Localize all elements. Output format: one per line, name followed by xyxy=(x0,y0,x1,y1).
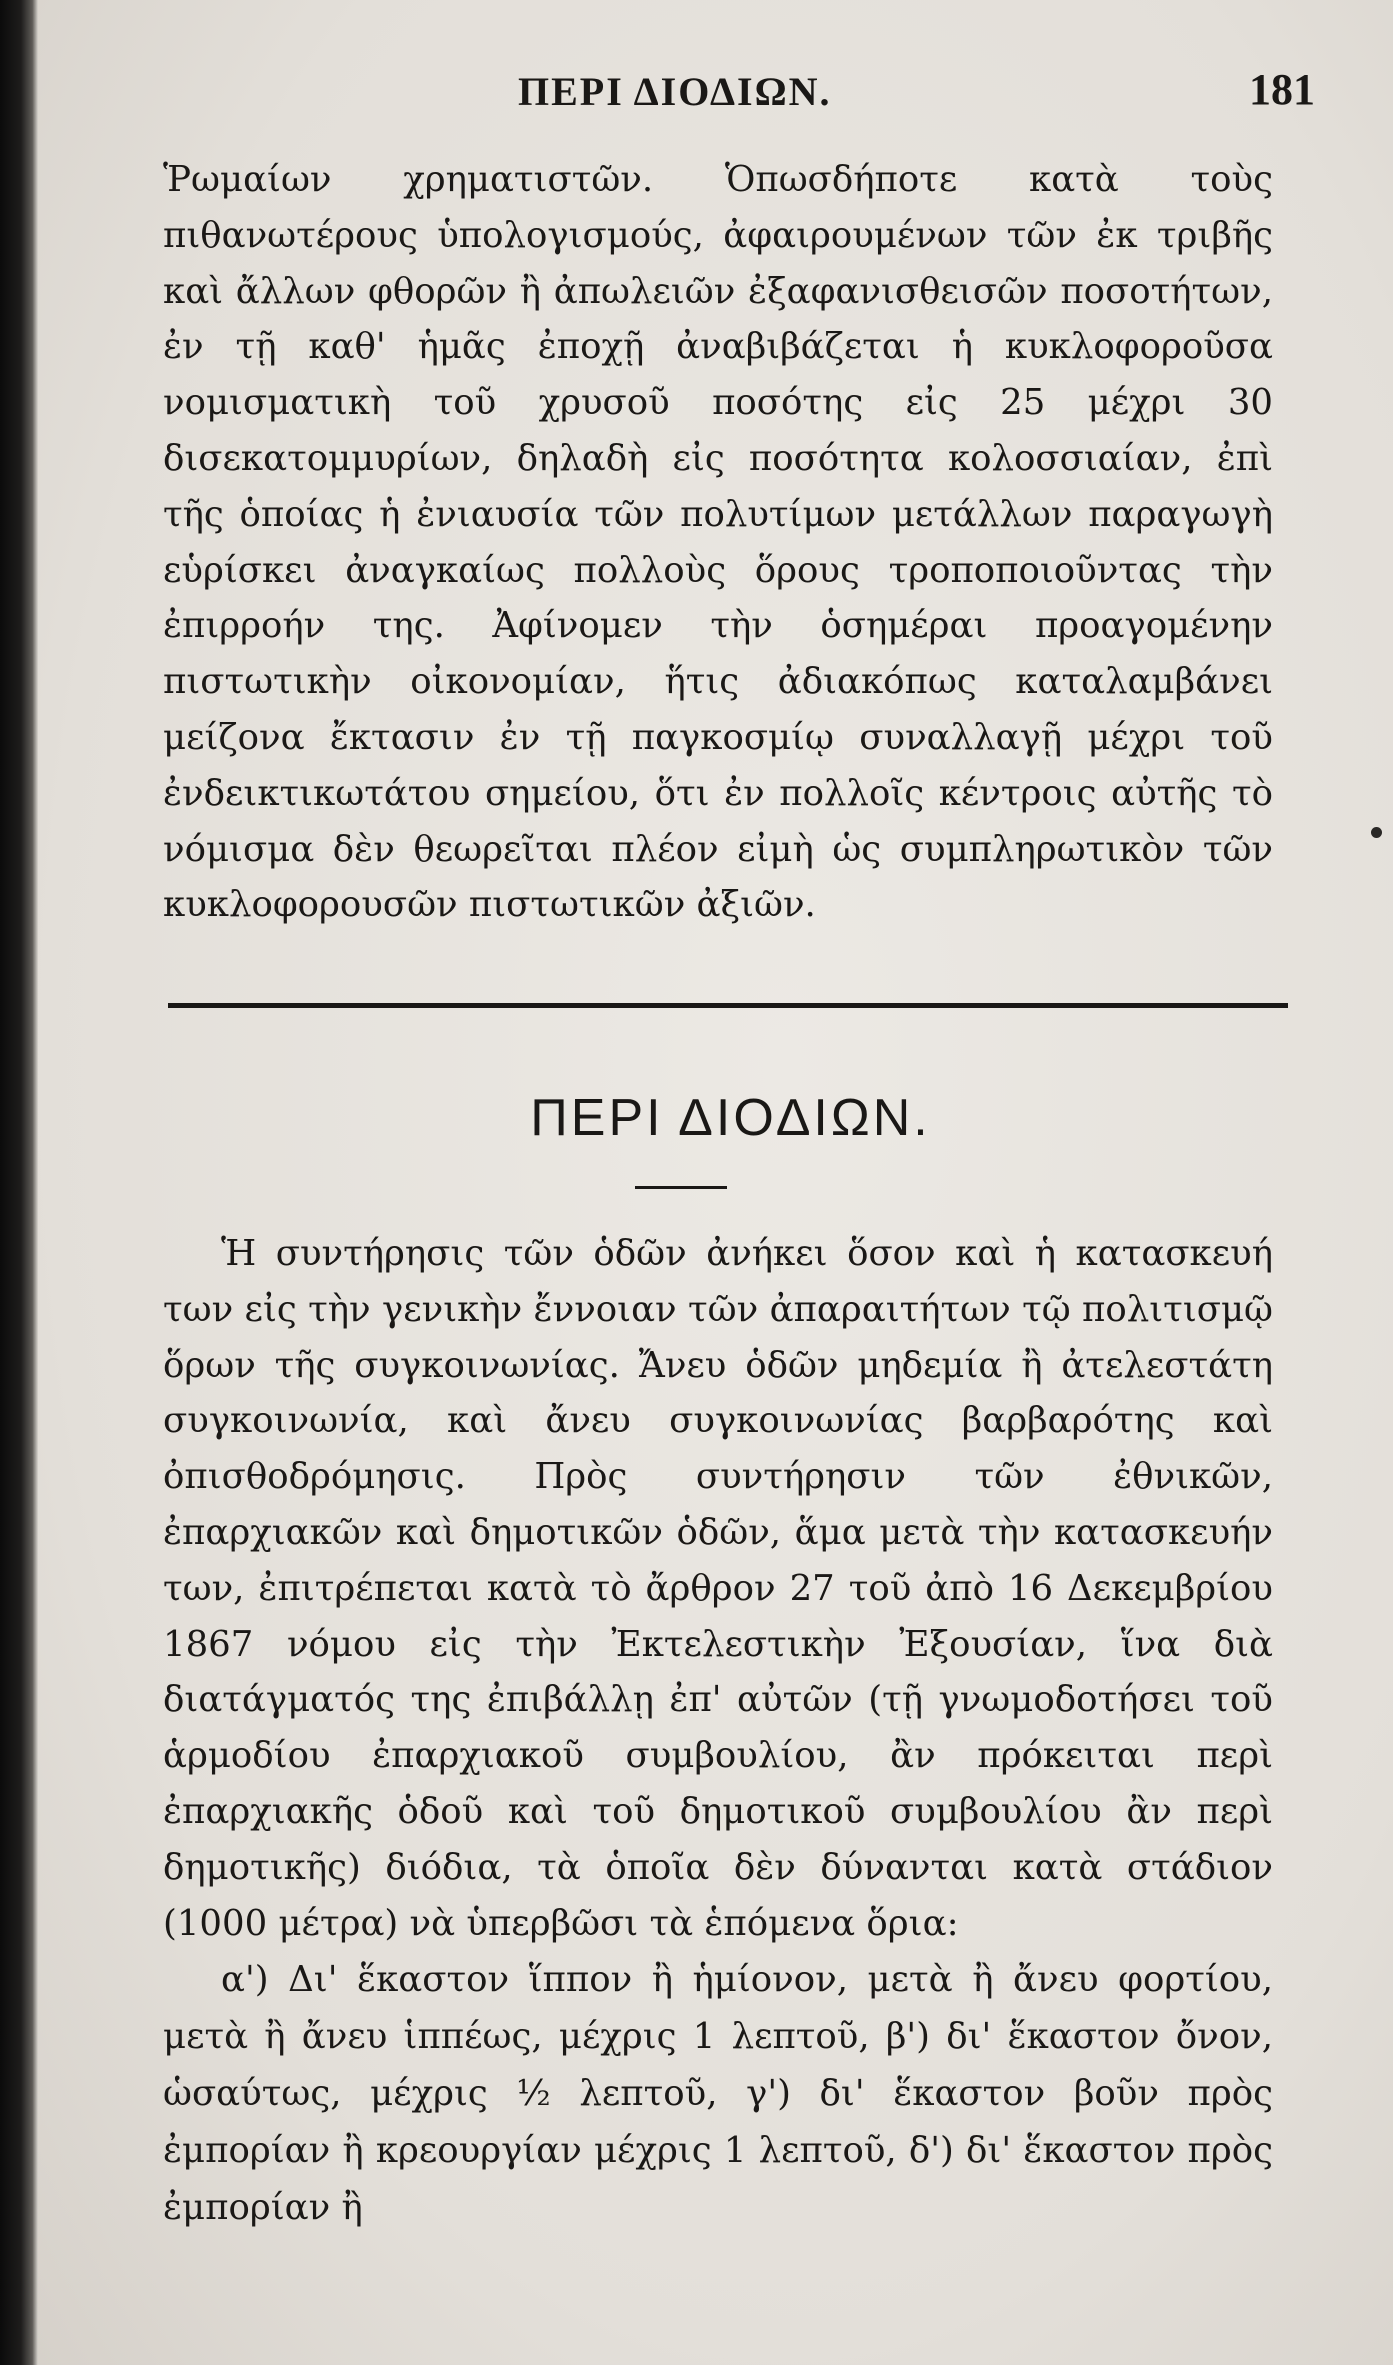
book-gutter-shadow xyxy=(0,0,38,2365)
page-number: 181 xyxy=(1249,65,1315,114)
ink-speck xyxy=(1371,827,1382,838)
running-title: ΠΕΡΙ ΔΙΟΔΙΩΝ. xyxy=(518,69,832,114)
section-paragraph-2: α') Δι' ἕκαστον ἵππον ἢ ἡμίονον, μετὰ ἢ ἄνευ φορτίου, μετὰ ἢ ἄνευ ἱππέως, μέχρις 1 λεπτοῦ, β') δι' ἕκαστον ὄνον, ὡσαύτως, μέχρις ½ λεπτοῦ, γ') δι' ἕκαστον βοῦν πρὸς ἐμπορίαν ἢ κρεουργίαν μέχρις 1 λεπτοῦ, δ') δι' ἕκαστον πρὸς ἐμπορίαν ἢ xyxy=(163,1959,1273,2229)
section-heading: ΠΕΡΙ ΔΙΟΔΙΩΝ. xyxy=(530,1089,931,1147)
heading-underline-rule xyxy=(635,1186,727,1189)
running-header xyxy=(38,65,1393,128)
section-text-block xyxy=(163,1226,1273,2236)
book-page xyxy=(38,0,1393,2365)
continuation-paragraph: Ῥωμαίων χρηματιστῶν. Ὁπωσδήποτε κατὰ τοὺς πιθανωτέρους ὑπολογισμούς, ἀφαιρουμένων τῶν ἐκ τριβῆς καὶ ἄλλων φθορῶν ἢ ἀπωλειῶν ἐξαφανισθεισῶν ποσοτήτων, ἐν τῇ καθ' ἡμᾶς ἐποχῇ ἀναβιβάζεται ἡ κυκλοφοροῦσα νομισματικὴ τοῦ χρυσοῦ ποσότης εἰς 25 μέχρι 30 δισεκατομμυρίων, δηλαδὴ εἰς ποσότητα κολοσσιαίαν, ἐπὶ τῆς ὁποίας ἡ ἐνιαυσία τῶν πολυτίμων μετάλλων παραγωγὴ εὑρίσκει ἀναγκαίως πολλοὺς ὅρους τροποποιοῦντας τὴν ἐπιρροήν της. Ἀφίνομεν τὴν ὁσημέραι προαγομένην πιστωτικὴν οἰκονομίαν, ἥτις ἀδιακόπως καταλαμβάνει μείζονα ἔκτασιν ἐν τῇ παγκοσμίῳ συναλλαγῇ μέχρι τοῦ ἐνδεικτικωτάτου σημείου, ὅτι ἐν πολλοῖς κέντροις αὐτῆς τὸ νόμισμα δὲν θεωρεῖται πλέον εἰμὴ ὡς συμπληρωτικὸν τῶν κυκλοφορουσῶν πιστωτικῶν ἀξιῶν. xyxy=(163,159,1273,926)
section-divider-rule xyxy=(168,1003,1288,1008)
section-paragraph-1: Ἡ συντήρησις τῶν ὁδῶν ἀνήκει ὅσον καὶ ἡ κατασκευή των εἰς τὴν γενικὴν ἔννοιαν τῶν ἀπαραιτήτων τῷ πολιτισμῷ ὅρων τῆς συγκοινωνίας. Ἄνευ ὁδῶν μηδεμία ἢ ἀτελεστάτη συγκοινωνία, καὶ ἄνευ συγκοινωνίας βαρβαρότης καὶ ὀπισθοδρόμησις. Πρὸς συντήρησιν τῶν ἐθνικῶν, ἐπαρχιακῶν καὶ δημοτικῶν ὁδῶν, ἅμα μετὰ τὴν κατασκευήν των, ἐπιτρέπεται κατὰ τὸ ἄρθρον 27 τοῦ ἀπὸ 16 Δεκεμβρίου 1867 νόμου εἰς τὴν Ἐκτελεστικὴν Ἐξουσίαν, ἵνα διὰ διατάγματός της ἐπιβάλλῃ ἐπ' αὐτῶν (τῇ γνωμοδοτήσει τοῦ ἁρμοδίου ἐπαρχιακοῦ συμβουλίου, ἂν πρόκειται περὶ ἐπαρχιακῆς ὁδοῦ καὶ τοῦ δημοτικοῦ συμβουλίου ἂν περὶ δημοτικῆς) διόδια, τὰ ὁποῖα δὲν δύνανται κατὰ στάδιον (1000 μέτρα) νὰ ὑπερβῶσι τὰ ἑπόμενα ὅρια: xyxy=(163,1233,1273,1944)
continued-text-block xyxy=(163,152,1273,933)
